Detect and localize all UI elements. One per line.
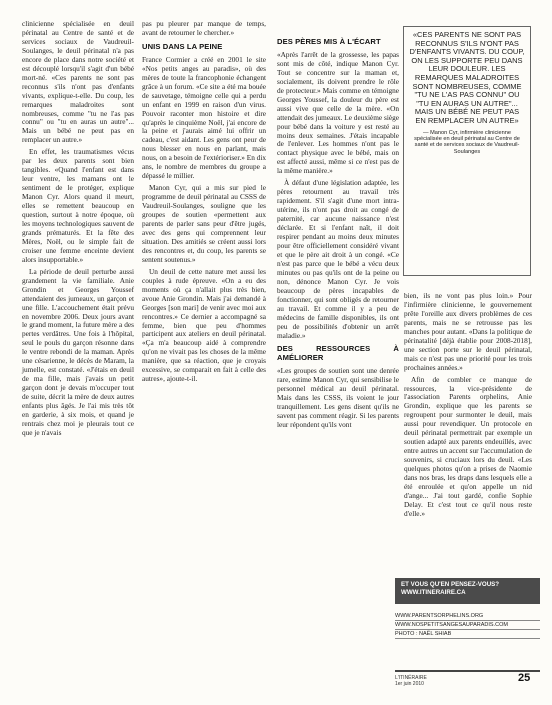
pull-quote-text: «CES PARENTS NE SONT PAS RECONNUS S'ILS N'ONT PAS D'ENFANTS VIVANTS. DU COUP, ON LES SUPPORTE PEU DANS LEUR DOULEUR. LES REMARQUES MALADROITES SONT NOMBREUSES, COMME "TU NE L'AS PAS CONNU" OU "TU EN AURAS UN AUTRE"... MAIS UN BÉBÉ NE PEUT PAS EN REMPLACER UN AUTRE» <box>409 30 525 125</box>
paragraph: Afin de combler ce manque de ressources, la vice-présidente de l'association Parents orphelins, Anie Grondin, explique que les parents se regroupent pour surmonter le deuil, mais aussi pour revendiquer. Un protocole en deuil périnatal permettrait par exemple un soutien adapté aux parents endeuillés, avec entre autres un accent sur l'accumulation de souvenirs, si cruciaux lors du deuil. «Les quelques photos qu'on a prises de Naomie dans nos bras, les draps dans lesquels elle a été enroulée et qu'on appelle un nid d'ange... J'ai tout gardé, confie Sophie Delay. Et c'est tout ce qu'il nous reste d'elle.» <box>404 374 532 518</box>
page-number: 25 <box>518 672 531 684</box>
magazine-name: L'ITINÉRAIRE <box>395 675 427 681</box>
article-column-3 <box>277 20 399 433</box>
article-column-4 <box>404 292 532 522</box>
paragraph: En effet, les traumatismes vécus par les deux parents sont bien tangibles. «Quand l'enfant est dans leur ventre, les mamans ont le sentiment de le protéger, explique Manon Cyr. Alors quand il meurt, elles se remettent beaucoup en question, surtout à notre époque, où les moyens technologiques sauvent de grands prématurés. Et la fête des Mères, Noël, ou le simple fait de croiser une femme enceinte devient alors insupportable.» <box>22 147 134 264</box>
opinion-url: WWW.ITINERAIRE.CA <box>401 589 466 596</box>
paragraph: «Après l'arrêt de la grossesse, les papas sont mis de côté, indique Manon Cyr. Tout se concentre sur la maman et, socialement, ils doivent prendre le rôle de protecteur.» Mais comme en témoigne Georges Youssef, la douleur du père est aussi vive que celle de la mère. «On attendait des jumeaux. Le deuxième siège pour bébé dans la voiture y est resté au moins deux semaines. J'étais incapable de l'enlever. Les hommes n'ont pas le contact physique avec le bébé, mais on est affecté aussi, même si ce n'est pas de la même manière.» <box>277 49 399 176</box>
issue-date: 1er juin 2010 <box>395 681 424 687</box>
paragraph: pas pu pleurer par manque de temps, avant de retourner le chercher.» <box>142 19 266 37</box>
pull-quote-box <box>403 26 531 276</box>
paragraph: La période de deuil perturbe aussi grandement la vie familiale. Anie Grondin et Georges Youssef attendaient des jumeaux, un garçon et une fille. L'accouchement était prévu en novembre 2006. Deux jours avant le grand moment, la future mère a des pertes verdâtres. Une fois à l'hôpital, seul le pouls du garçon résonne dans le ventre rebondi de la maman. Après une césarienne, le décès de Maram, la jumelle, est constaté. «J'étais en deuil de ma fille, mais j'avais un petit garçon dont je devais m'occuper tout de suite, décrit la mère de deux autres enfants plus âgés. Je l'ai mis très tôt en garderie, à six mois, et quand je rentrais chez moi je pleurais tout ce que je n'avais <box>22 266 134 437</box>
article-column-1 <box>22 20 134 441</box>
paragraph: France Cormier a créé en 2001 le site «Nos petits anges au paradis», où des mères de toute la francophonie échangent grâce à un forum. «Ce site a été ma bouée de sauvetage, témoigne celle qui a perdu un enfant en 1999 en raison d'un virus. Pouvoir raconter mon histoire et dire qu'après le cinquième Noël, j'ai encore de la peine et j'aurais aimé lui offrir un cadeau, c'est aidant. Les gens ont peur de nous blesser en nous en parlant, mais nous, on a besoin de l'extérioriser.» En dix ans, le nombre de membres du groupe a dépassé le millier. <box>142 54 266 181</box>
opinion-question: ET VOUS QU'EN PENSEZ-VOUS? <box>401 581 500 588</box>
section-heading: UNIS DANS LA PEINE <box>142 41 223 51</box>
footer-info <box>395 675 427 687</box>
paragraph: À défaut d'une législation adaptée, les pères retournent au travail très rapidement. S'il s'agit d'une mort intra-utérine, ils n'ont pas droit au congé de paternité, car aucune naissance n'est déclarée. Et si l'enfant naît, il doit respirer pendant au moins deux minutes pour être officiellement considéré vivant et que le père ait droit à un congé. «Ce n'est pas parce que le bébé a vécu deux minutes ou pas qu'ils ont de la peine ou non, dénonce Manon Cyr. Je vois beaucoup de pères incapables de fonctionner, qui sont obligés de retourner au travail. Et comme il y a peu de médecins de famille disponibles, ils ont peu de possibilités d'obtenir un arrêt maladie.» <box>277 178 399 340</box>
link-petits-anges: WWW.NOSPETITSANGESAUPARADIS.COM <box>395 621 540 630</box>
opinion-box <box>395 578 540 604</box>
paragraph: clinicienne spécialisée en deuil périnatal au Centre de santé et de services sociaux de Vaudreuil-Soulanges, le deuil périnatal n'a pas encore de place dans notre société et est découplé lorsqu'il s'agit d'un bébé mort-né. «Ces parents ne sont pas reconnus s'ils n'ont pas d'enfants vivants, explique-t-elle. Du coup, les remarques maladroites sont nombreuses, comme "tu ne l'as pas connu" ou "tu en auras un autre"... Mais un bébé ne peut pas en remplacer un autre.» <box>22 19 134 145</box>
photo-credit: PHOTO : NAËL SHIAB <box>395 630 540 639</box>
link-parents-orphelins: WWW.PARENTSORPHELINS.ORG <box>395 612 540 621</box>
pull-quote-attribution: — Manon Cyr, infirmière clinicienne spécialisée en deuil périnatal au Centre de santé et de services sociaux de Vaudreuil-Soulanges <box>414 129 520 155</box>
section-heading: DES PÈRES MIS À L'ÉCART <box>277 37 381 46</box>
paragraph: Manon Cyr, qui a mis sur pied le programme de deuil périnatal au CSSS de Vaudreuil-Soulanges, souligne que les groupes de soutien «permettent aux parents de parler sans peur d'être jugés, avec des gens qui comprennent leur situation. Des amitiés se créent aussi lors des rencontres et, du coup, les parents se sentent soutenus.» <box>142 183 266 264</box>
section-heading: DES RESSOURCES À AMÉLIORER <box>277 344 399 363</box>
resource-links <box>395 612 540 639</box>
paragraph: «Les groupes de soutien sont une denrée rare, estime Manon Cyr, qui sensibilise le personnel médical au deuil périnatal. Mais dans les CSSS, ils voient le jour tranquillement. Les gens disent qu'ils ne savent pas comment réagir. Si les parents leur répondent qu'ils vont <box>277 366 399 430</box>
paragraph: Un deuil de cette nature met aussi les couples à rude épreuve. «On a eu des moments où ça n'allait plus très bien, avoue Anie Grondin. Mais j'ai demandé à Georges [son mari] de venir avec moi aux rencontres.» Ce dernier a accompagné sa femme, bien que peu d'hommes participent aux ateliers en deuil périnatal. «Ça m'a beaucoup aidé à comprendre qu'on ne vivait pas les choses de la même manière, que sa réaction, que je croyais excessive, se comparait en fait à celle des autres», ajoute-t-il. <box>142 266 266 384</box>
paragraph: bien, ils ne vont pas plus loin.» Pour l'infirmière clinicienne, le gouvernement prête l'oreille aux divers problèmes de ces parents, mais ne se retrousse pas les manches pour autant. «Dans la politique de périnatalité [déjà établie pour 2008-2018], une section porte sur le deuil périnatal, mais ce n'est pas une priorité pour les trois prochaines années.» <box>404 291 532 372</box>
article-column-2 <box>142 20 266 387</box>
